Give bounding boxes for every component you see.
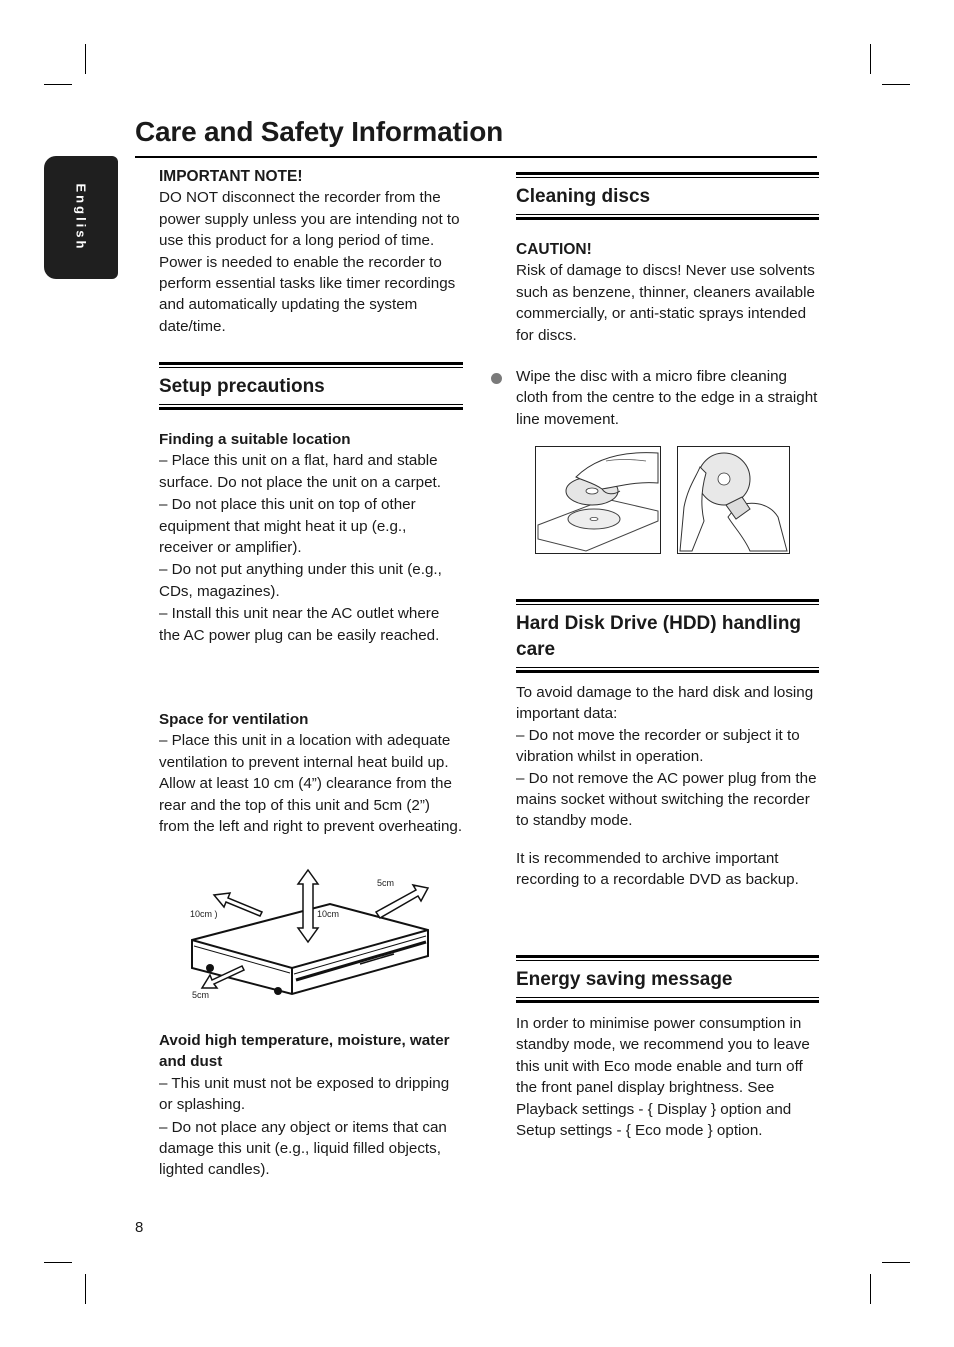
crop-mark [882,1262,910,1263]
cleaning-bullet-text: Wipe the disc with a micro fibre cleaning cloth from the centre to the edge in a straight line movement. [516,368,818,428]
diagram-label-bottom-left: 5cm [192,990,210,1000]
important-note-heading: IMPORTANT NOTE! [159,168,303,185]
disc-cleaning-figure-1 [535,446,661,554]
disc-hold-illustration [678,447,789,553]
diagram-label-center: 10cm [317,909,340,919]
crop-mark [85,1274,86,1304]
crop-mark [44,84,72,85]
ventilation-heading: Space for ventilation [159,711,309,728]
page-title: Care and Safety Information [135,116,504,147]
section-rule [516,667,819,673]
energy-block [516,1013,821,1141]
location-heading: Finding a suitable location [159,431,351,448]
ventilation-body: – Place this unit in a location with adequate ventilation to prevent internal heat build up. Allow at least 10 cm (4”) clearance from the rear and the top of this unit and 5cm (2”) from the left and right to prevent overheating. [159,732,463,836]
crop-mark [870,44,871,74]
caution-block [516,239,819,346]
hdd-care-heading: Hard Disk Drive (HDD) handling care [516,613,802,660]
crop-mark [870,1274,871,1304]
ventilation-block [159,709,464,837]
recorder-illustration [180,868,440,1008]
diagram-label-top-right: 5cm [377,878,395,888]
list-item: – Do not place this unit on top of other equipment that might heat it up (e.g., receiver or amplifier). [159,496,416,557]
list-item: – Install this unit near the AC outlet where the AC power plug can be easily reached. [159,605,440,644]
energy-saving-heading: Energy saving message [516,969,733,990]
disc-cleaning-figure-2 [677,446,790,554]
language-tab-label: English [73,183,89,252]
hdd-block [516,682,819,891]
hdd-intro: To avoid damage to the hard disk and losing important data: [516,684,814,723]
location-block [159,429,464,646]
cleaning-discs-heading: Cleaning discs [516,186,651,207]
setup-precautions-header [159,362,463,410]
section-rule [159,404,463,410]
list-item: – Do not put anything under this unit (e.g., CDs, magazines). [159,561,442,600]
hdd-care-header [516,599,819,673]
setup-precautions-heading: Setup precautions [159,376,325,397]
list-item: – This unit must not be exposed to dripping or splashing. [159,1074,450,1114]
list-item: – Do not place any object or items that can damage this unit (e.g., liquid filled objects, lighted candles). [159,1118,447,1179]
disc-wipe-illustration [536,447,660,553]
language-tab [44,156,118,279]
crop-mark [44,1262,72,1263]
avoid-heading: Avoid high temperature, moisture, water and dust [159,1032,450,1071]
important-note-body: DO NOT disconnect the recorder from the power supply unless you are intending not to use this product for a long period of time. Power is needed to enable the recorder to perform essential tasks like timer recordings and automatically updating the system date/time. [159,189,460,335]
energy-body: In order to minimise power consumption in standby mode, we recommend you to leave this unit with Eco mode enable and turn off the front panel display brightness. See Playback settings - { Display } option and Setup settings - { Eco mode } option. [516,1015,810,1140]
list-item: – Do not move the recorder or subject it to vibration whilst in operation. [516,726,800,766]
section-rule [516,997,819,1003]
crop-mark [882,84,910,85]
section-rule [516,214,819,220]
cleaning-discs-header [516,172,819,220]
cleaning-bullet [516,366,819,430]
list-item: – Do not remove the AC power plug from the mains socket without switching the recorder to standby mode. [516,769,817,830]
hdd-recommend: It is recommended to archive important recording to a recordable DVD as backup. [516,849,799,889]
ventilation-diagram [180,868,440,1008]
bullet-icon [491,373,502,384]
title-rule [135,156,817,158]
list-item: – Place this unit on a flat, hard and stable surface. Do not place the unit on a carpet. [159,452,441,491]
diagram-label-left: 10cm ) [190,909,218,919]
caution-heading: CAUTION! [516,241,592,258]
energy-saving-header [516,955,819,1003]
caution-body: Risk of damage to discs! Never use solvents such as benzene, thinner, cleaners available commercially, or anti-static sprays intended for discs. [516,262,815,344]
page-number: 8 [135,1219,144,1236]
avoid-block [159,1030,464,1181]
crop-mark [85,44,86,74]
important-note [159,166,464,337]
